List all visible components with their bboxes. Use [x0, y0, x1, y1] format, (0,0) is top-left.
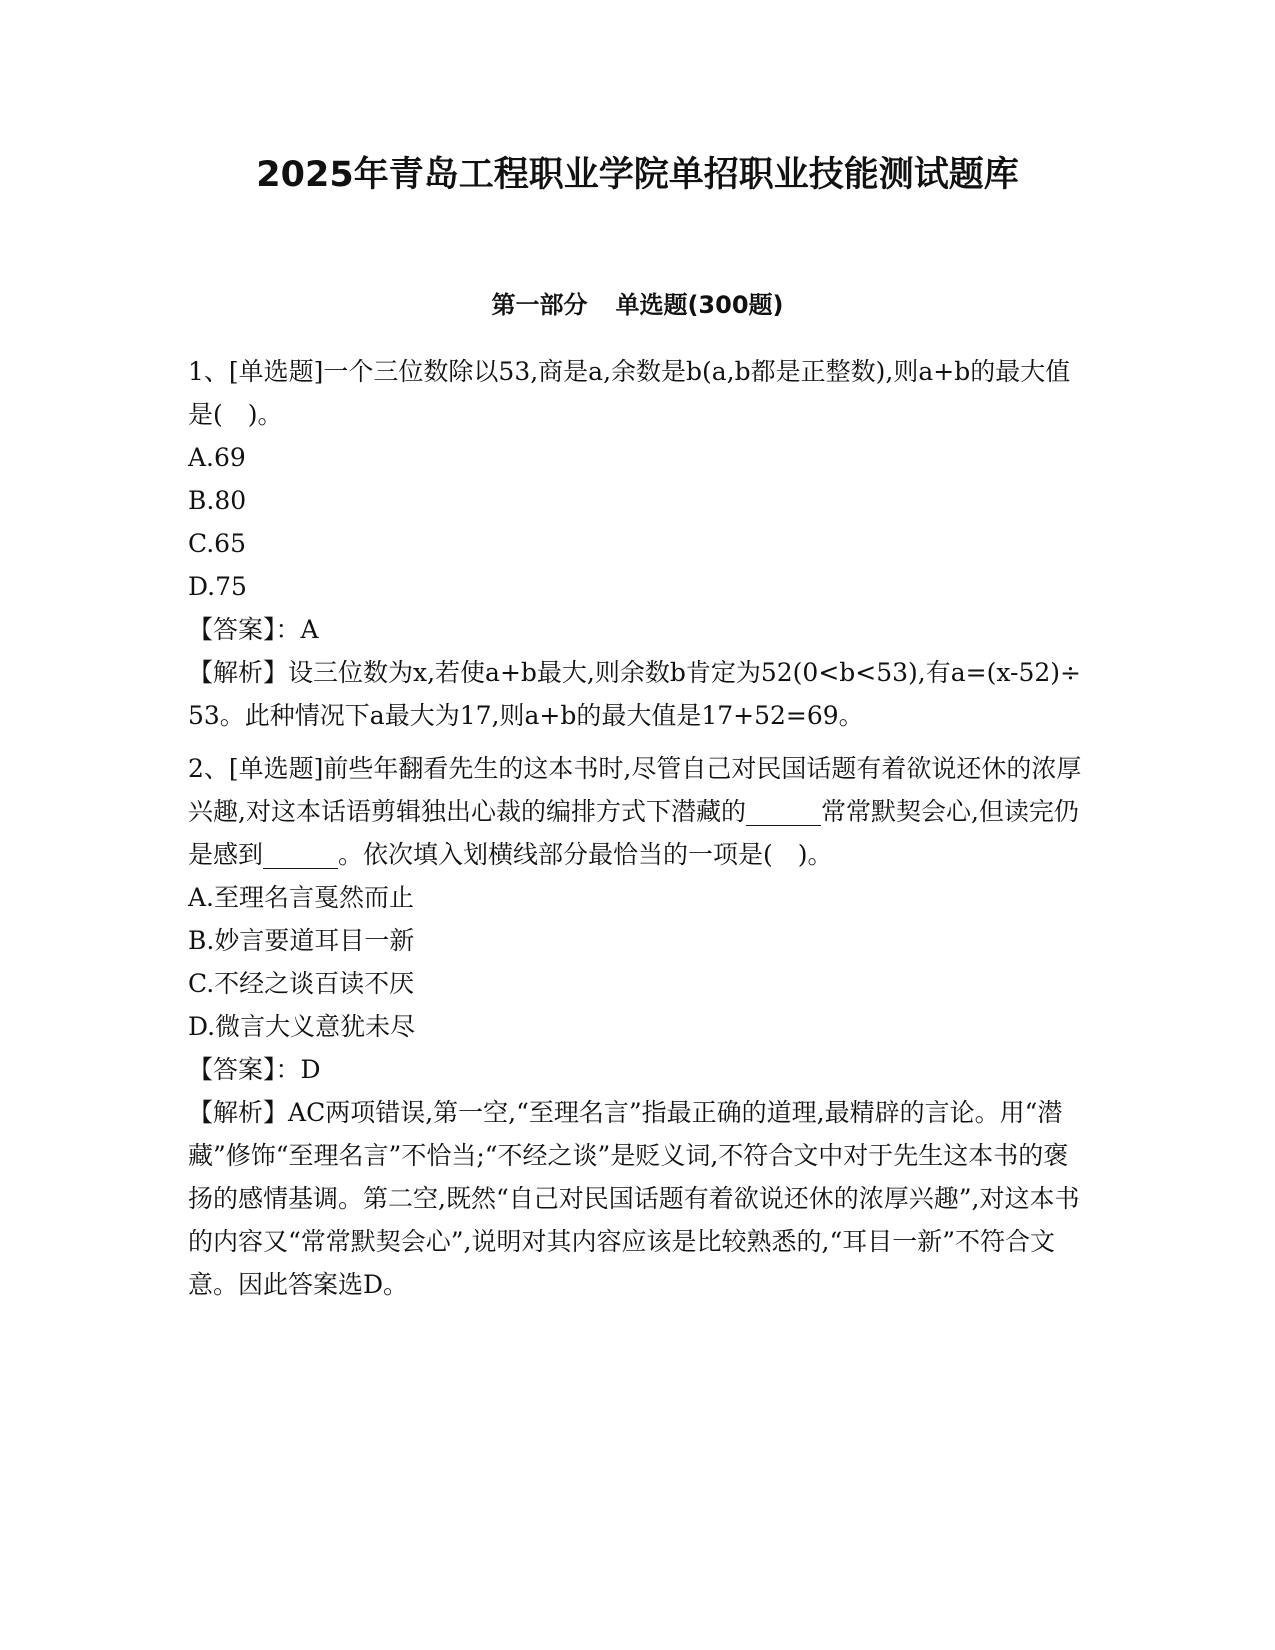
- analysis-line: [188, 651, 1088, 737]
- answer-label: 【答案】：: [188, 1055, 301, 1084]
- answer-line: [188, 608, 1088, 651]
- option-list: [188, 876, 1088, 1048]
- question-list: [188, 350, 1088, 1316]
- section-name: 单选题(300题): [615, 291, 784, 319]
- analysis-line: [188, 1091, 1088, 1306]
- answer-value: D: [300, 1055, 321, 1084]
- analysis-label: 【解析】: [188, 658, 289, 687]
- answer-value: A: [300, 615, 319, 644]
- question-1: [188, 350, 1088, 737]
- analysis-label: 【解析】: [188, 1098, 289, 1127]
- answer-label: 【答案】：: [188, 615, 301, 644]
- option-d: D.微言大义意犹未尽: [188, 1012, 416, 1041]
- option-c: C.65: [188, 529, 246, 558]
- section-heading: [0, 287, 1275, 323]
- option-b: B.妙言要道耳目一新: [188, 926, 415, 955]
- option-list: [188, 436, 1088, 608]
- option-c: C.不经之谈百读不厌: [188, 969, 415, 998]
- question-stem: 1、[单选题]一个三位数除以53,商是a,余数是b(a,b都是正整数),则a+b的最大值是( )。: [188, 357, 1071, 429]
- option-a: A.69: [188, 443, 246, 472]
- answer-line: [188, 1048, 1088, 1091]
- analysis-text: AC两项错误,第一空,“至理名言”指最正确的道理,最精辟的言论。用“潜藏”修饰“至理名言”不恰当;“不经之谈”是贬义词,不符合文中对于先生这本书的褒扬的感情基调。第二空,既然“自己对民国话题有着欲说还休的浓厚兴趣”,对这本书的内容又“常常默契会心”,说明对其内容应该是比较熟悉的,“耳目一新”不符合文意。因此答案选D。: [188, 1098, 1080, 1299]
- option-b: B.80: [188, 486, 247, 515]
- analysis-text: 设三位数为x,若使a+b最大,则余数b肯定为52(0<b<53),有a=(x-52)÷53。此种情况下a最大为17,则a+b的最大值是17+52=69。: [188, 658, 1081, 730]
- question-stem: 2、[单选题]前些年翻看先生的这本书时,尽管自己对民国话题有着欲说还休的浓厚兴趣,对这本话语剪辑独出心裁的编排方式下潜藏的______常常默契会心,但读完仍是感到______。依次填入划横线部分最恰当的一项是( )。: [188, 754, 1082, 869]
- document-title: 2025年青岛工程职业学院单招职业技能测试题库: [256, 155, 1019, 195]
- option-d: D.75: [188, 572, 247, 601]
- section-part: 第一部分: [491, 291, 588, 319]
- question-2: [188, 747, 1088, 1306]
- option-a: A.至理名言戛然而止: [188, 883, 415, 912]
